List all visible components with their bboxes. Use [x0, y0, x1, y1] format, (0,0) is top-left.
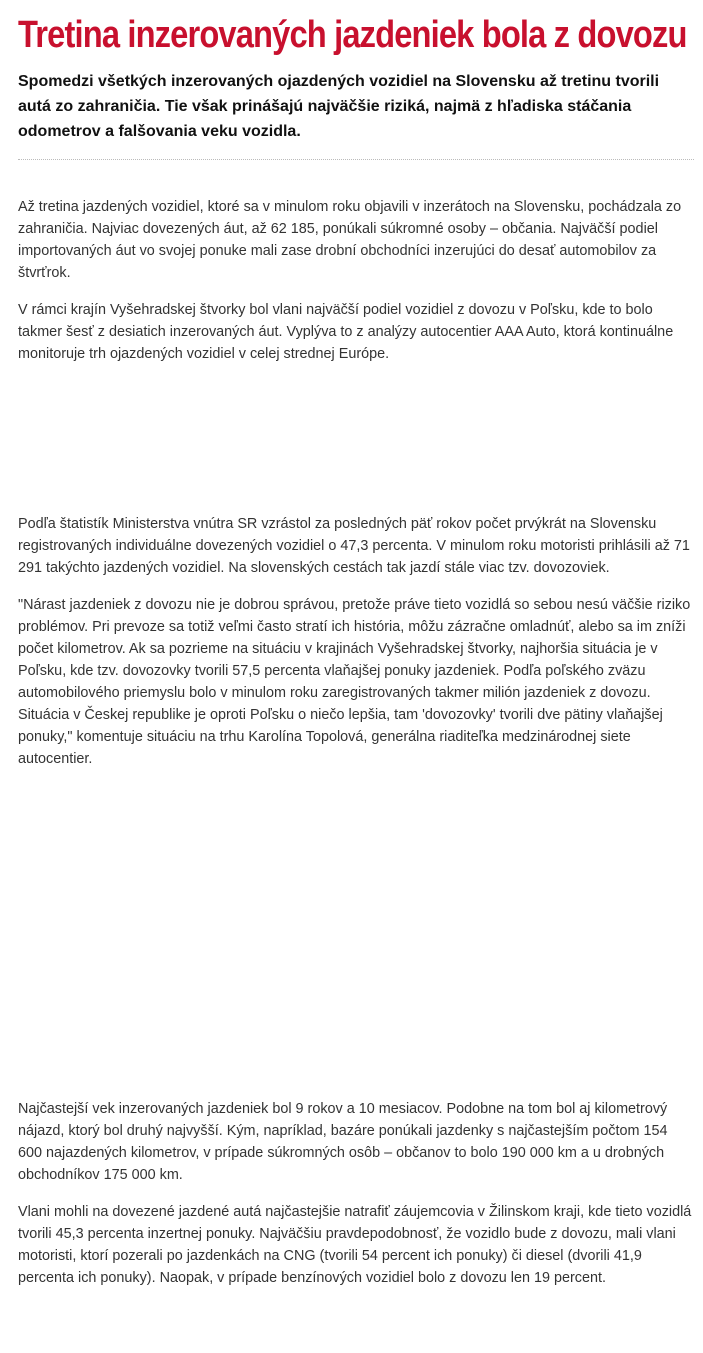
article-lead: Spomedzi všetkých inzerovaných ojazdených vozidiel na Slovensku až tretinu tvorili autá zo zahraničia. Tie však prinášajú najväčšie riziká, najmä z hľadiska stáčania odometrov a falšovania veku vozidla. — [18, 73, 660, 140]
article-paragraph: Podľa štatistík Ministerstva vnútra SR vzrástol za posledných päť rokov počet prvýkrát na Slovensku registrovaných individuálne dovezených vozidiel o 47,3 percenta. V minulom roku motoristi prihlásili až 71 291 takýchto jazdených vozidiel. Na slovenských cestách tak jazdí stále viac tzv. dovozoviek. — [18, 516, 690, 576]
article-title: Tretina inzerovaných jazdeniek bola z dovozu — [18, 14, 687, 56]
ad-placeholder — [18, 365, 694, 513]
article-paragraph: Až tretina jazdených vozidiel, ktoré sa v minulom roku objavili v inzerátoch na Slovensku, pochádzala zo zahraničia. Najviac dovezených áut, až 62 185, ponúkali súkromné osoby – občania. Najväčší podiel importovaných áut vo svojej ponuke mali zase drobní obchodníci inzerujúci do desať automobilov za štvrťrok. — [18, 199, 682, 281]
lead-divider — [18, 159, 694, 160]
ad-placeholder — [18, 770, 694, 1098]
article-paragraph: V rámci krajín Vyšehradskej štvorky bol vlani najväčší podiel vozidiel z dovozu v Poľsku, kde to bolo takmer šesť z desiatich inzerovaných áut. Vyplýva to z analýzy autocentier AAA Auto, ktorá kontinuálne monitoruje trh ojazdených vozidiel v celej strednej Európe. — [18, 302, 674, 362]
article — [18, 0, 694, 1289]
article-paragraph: Vlani mohli na dovezené jazdené autá najčastejšie natrafiť záujemcovia v Žilinskom kraji, kde tieto vozidlá tvorili 45,3 percenta inzertnej ponuky. Najväčšiu pravdepodobnosť, že vozidlo bude z dovozu, mali vlani motoristi, ktorí pozerali po jazdenkách na CNG (tvorili 54 percent ich ponuky) či diesel (dvorili 41,9 percenta ich ponuky). Naopak, v prípade benzínových vozidiel bolo z dovozu len 19 percent. — [18, 1204, 692, 1286]
article-quote-paragraph: "Nárast jazdeniek z dovozu nie je dobrou správou, pretože práve tieto vozidlá so sebou nesú väčšie riziko problémov. Pri prevoze sa totiž veľmi často stratí ich história, môžu zázračne omladnúť, alebo sa im zníži počet kilometrov. Ak sa pozrieme na situáciu v krajinách Vyšehradskej štvorky, najhoršia situácia je v Poľsku, kde tzv. dovozovky tvorili 57,5 percenta vlaňajšej ponuky jazdeniek. Podľa poľského zväzu automobilového priemyslu bolo v minulom roku zaregistrovaných takmer milión jazdeniek z dovozu. Situácia v Českej republike je oproti Poľsku o niečo lepšia, tam 'dovozovky' tvorili dve pätiny vlaňajšej ponuky," komentuje situáciu na trhu Karolína Topolová, generálna riaditeľka medzinárodnej siete autocentier. — [18, 597, 691, 767]
article-paragraph: Najčastejší vek inzerovaných jazdeniek bol 9 rokov a 10 mesiacov. Podobne na tom bol aj kilometrový nájazd, ktorý bol druhý najvyšší. Kým, napríklad, bazáre ponúkali jazdenky s najčastejším počtom 154 600 najazdených kilometrov, v prípade súkromných osôb – občanov to bolo 190 000 km a u drobných obchodníkov 175 000 km. — [18, 1101, 668, 1183]
